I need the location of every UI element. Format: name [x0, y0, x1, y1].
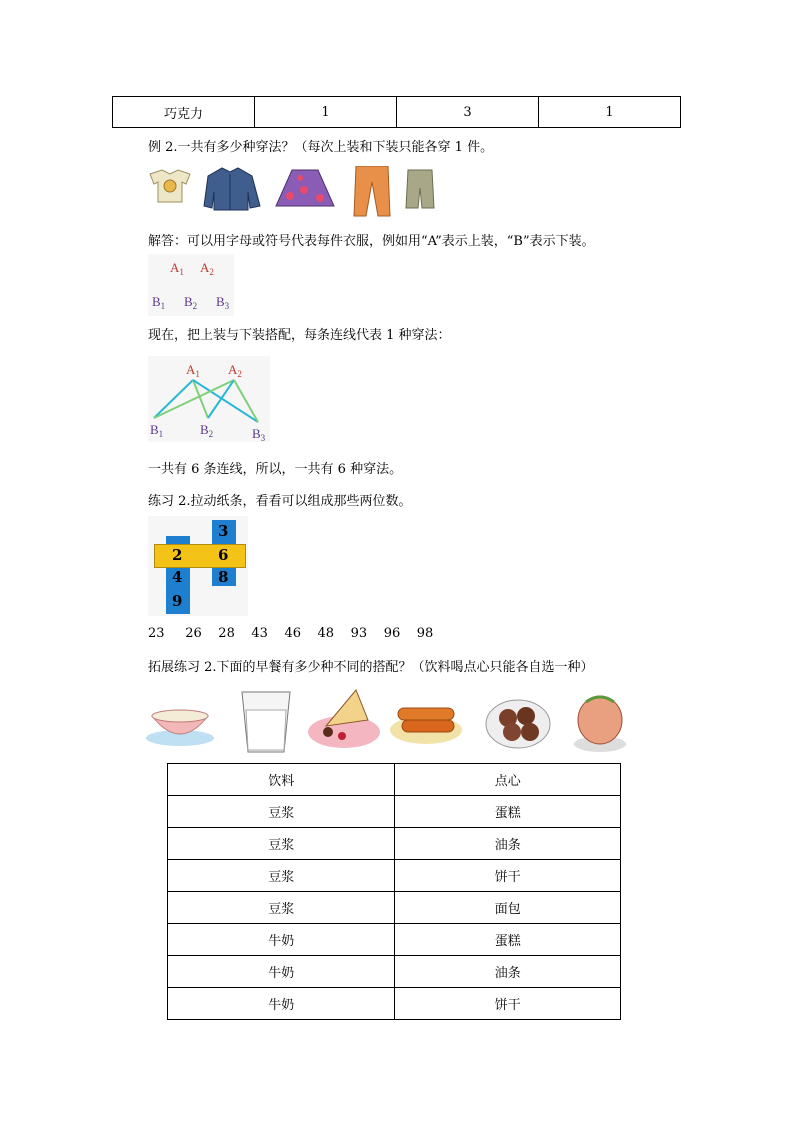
strip-digit: 9	[172, 592, 183, 610]
table-row	[168, 860, 621, 892]
letter-diagram	[148, 254, 234, 316]
a1-label: $A_1$	[170, 260, 184, 277]
table-cell: 蛋糕	[395, 796, 621, 828]
table-row	[168, 892, 621, 924]
table-cell: 豆浆	[168, 828, 395, 860]
a2-label: $A_2$	[200, 260, 214, 277]
a2-label: $A_2$	[228, 362, 242, 379]
extension2-question: 拓展练习 2.下面的早餐有多少种不同的搭配？（饮料喝点心只能各自选一种）	[148, 660, 594, 675]
table-row	[168, 924, 621, 956]
answer-number: 93	[350, 626, 368, 641]
answer-number: 46	[284, 626, 301, 641]
b2-label: $B_2$	[184, 294, 198, 311]
trousers-icon	[354, 166, 390, 216]
number-strips	[148, 516, 248, 616]
cake-icon	[308, 690, 380, 748]
b3-label: $B_3$	[216, 294, 230, 311]
soymilk-bowl-icon	[146, 710, 214, 746]
table-row	[168, 988, 621, 1020]
column-header: 饮料	[168, 764, 395, 796]
practice2-answers	[148, 626, 433, 641]
b2-label: $B_2$	[200, 422, 214, 439]
table-row	[168, 828, 621, 860]
table-cell: 饼干	[395, 988, 621, 1020]
strip-digit: 3	[218, 522, 229, 540]
example2-match-intro: 现在，把上装与下装搭配，每条连线代表 1 种穿法：	[148, 328, 451, 343]
table-cell: 豆浆	[168, 860, 395, 892]
connection-lines	[154, 380, 258, 422]
answer-number: 96	[383, 626, 401, 641]
a1-label: $A_1$	[186, 362, 200, 379]
table-header-row	[168, 764, 621, 796]
strip-digit: 2	[172, 546, 183, 564]
table-cell: 1	[255, 97, 397, 128]
table-row	[168, 796, 621, 828]
table-cell: 油条	[395, 828, 621, 860]
biscuit-plate-icon	[486, 700, 550, 748]
strip-digit: 4	[172, 568, 183, 586]
top-table	[112, 96, 681, 128]
table-cell: 牛奶	[168, 988, 395, 1020]
line-a1-b3	[193, 380, 258, 422]
table-cell: 油条	[395, 956, 621, 988]
strip-digit: 6	[218, 546, 229, 564]
table-cell: 豆浆	[168, 796, 395, 828]
example2-answer-intro: 解答：可以用字母或符号代表每件衣服，例如用“A”表示上装，“B”表示下装。	[148, 234, 595, 249]
milk-glass-icon	[242, 692, 290, 752]
b1-label: $B_1$	[150, 422, 164, 439]
shorts-icon	[406, 170, 434, 208]
table-cell: 巧克力	[113, 97, 255, 128]
answer-number: 28	[218, 626, 235, 641]
breakfast-table	[167, 763, 621, 1020]
table-cell: 牛奶	[168, 924, 395, 956]
table-cell: 1	[538, 97, 680, 128]
b3-label: $B_3$	[252, 426, 266, 442]
column-header: 点心	[395, 764, 621, 796]
breakfast-images	[146, 686, 632, 756]
matching-diagram	[148, 356, 270, 442]
tshirt-icon	[150, 170, 190, 202]
youtiao-icon	[390, 708, 462, 744]
answer-number: 43	[251, 626, 268, 641]
table-row	[168, 956, 621, 988]
practice2-question: 练习 2.拉动纸条，看看可以组成那些两位数。	[148, 494, 412, 509]
line-a2-b3	[234, 380, 258, 422]
answer-number: 26	[185, 626, 202, 641]
answer-number: 23	[148, 626, 165, 641]
table-cell: 牛奶	[168, 956, 395, 988]
strip-digit: 8	[218, 568, 229, 586]
b1-label: $B_1$	[152, 294, 166, 311]
table-cell: 豆浆	[168, 892, 395, 924]
clothes-images	[146, 166, 446, 218]
table-row	[113, 97, 681, 128]
skirt-icon	[276, 170, 334, 206]
table-cell: 饼干	[395, 860, 621, 892]
bread-icon	[574, 696, 626, 752]
table-cell: 面包	[395, 892, 621, 924]
example2-conclusion: 一共有 6 条连线，所以，一共有 6 种穿法。	[148, 462, 403, 477]
line-a1-b1	[154, 380, 193, 418]
example2-question: 例 2.一共有多少种穿法？（每次上装和下装只能各穿 1 件。	[148, 140, 494, 155]
table-cell: 3	[397, 97, 539, 128]
answer-number: 48	[317, 626, 335, 641]
jacket-icon	[204, 168, 260, 210]
table-cell: 蛋糕	[395, 924, 621, 956]
horizontal-strip	[154, 544, 246, 568]
answer-number: 98	[416, 626, 434, 641]
